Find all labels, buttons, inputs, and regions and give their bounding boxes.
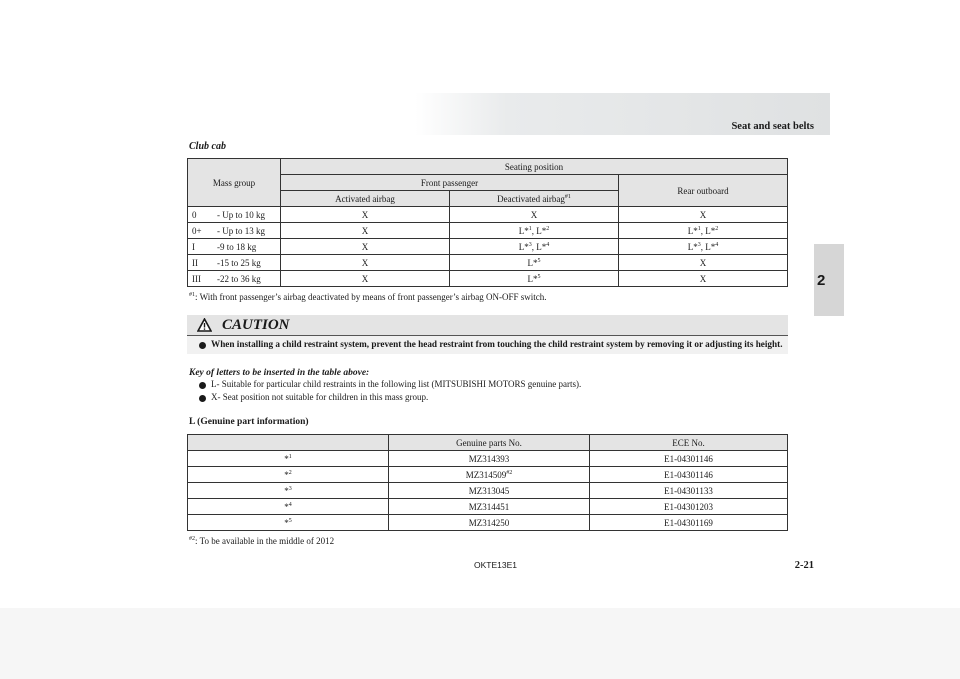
table-row: [188, 255, 788, 271]
ece-number-cell: E1-04301169: [590, 515, 788, 531]
mark-cell: *$^4$: [188, 499, 389, 515]
header-seating-position: Seating position: [281, 159, 788, 175]
ece-number-cell: E1-04301133: [590, 483, 788, 499]
header-activated-airbag: Activated airbag: [281, 191, 450, 207]
table-row: [188, 207, 788, 223]
caution-title: CAUTION: [222, 317, 290, 333]
table-row: [188, 483, 788, 499]
club-cab-label: Club cab: [189, 141, 226, 152]
table-row: [188, 223, 788, 239]
rear-cell: L*$^1$, L*$^2$: [619, 223, 788, 239]
deact-cell: L*$^3$, L*$^4$: [450, 239, 619, 255]
page-number: 2-21: [794, 560, 814, 571]
header-rear-outboard: Rear outboard: [619, 175, 788, 207]
mass-group-cell: II -15 to 25 kg: [188, 255, 281, 271]
section-title: Seat and seat belts: [731, 121, 814, 132]
header-ece-no: ECE No.: [590, 435, 788, 451]
rear-cell: X: [619, 207, 788, 223]
deact-cell: L*$^5$: [450, 271, 619, 287]
ece-number-cell: E1-04301146: [590, 451, 788, 467]
mass-group-cell: III -22 to 36 kg: [188, 271, 281, 287]
chapter-number: 2: [817, 272, 826, 289]
footnote-1: $^{\#1}$: With front passenger’s airbag deactivated by means of front passenger’s airbag ON-OFF switch.: [189, 292, 547, 302]
deact-cell: X: [450, 207, 619, 223]
ece-number-cell: E1-04301146: [590, 467, 788, 483]
genuine-parts-table: [187, 434, 788, 531]
part-number-cell: MZ314509$^{\#2}$: [389, 467, 590, 483]
table-row: [188, 515, 788, 531]
table-row: [188, 451, 788, 467]
footer-band: [0, 608, 960, 679]
act-cell: X: [281, 223, 450, 239]
mark-cell: *$^2$: [188, 467, 389, 483]
header-front-passenger: Front passenger: [281, 175, 619, 191]
table-row: [188, 499, 788, 515]
act-cell: X: [281, 255, 450, 271]
key-bullet-2: [199, 395, 206, 402]
seating-position-table: [187, 158, 788, 287]
warning-triangle-icon: [197, 318, 212, 332]
mark-cell: *$^1$: [188, 451, 389, 467]
act-cell: X: [281, 239, 450, 255]
mass-group-cell: I -9 to 18 kg: [188, 239, 281, 255]
header-deactivated-airbag: Deactivated airbag$^{\#1}$: [450, 191, 619, 207]
mass-group-cell: 0+ - Up to 13 kg: [188, 223, 281, 239]
deact-cell: L*$^5$: [450, 255, 619, 271]
document-code: OKTE13E1: [474, 560, 517, 570]
key-bullet-1: [199, 382, 206, 389]
header-genuine-parts-no: Genuine parts No.: [389, 435, 590, 451]
part-number-cell: MZ314250: [389, 515, 590, 531]
table-row: [188, 271, 788, 287]
rear-cell: X: [619, 271, 788, 287]
caution-bullet: [199, 342, 206, 349]
deact-cell: L*$^1$, L*$^2$: [450, 223, 619, 239]
ece-number-cell: E1-04301203: [590, 499, 788, 515]
table-row: [188, 239, 788, 255]
key-item-x: X- Seat position not suitable for children in this mass group.: [211, 392, 429, 402]
table-row: [188, 467, 788, 483]
part-number-cell: MZ314451: [389, 499, 590, 515]
footnote-2: $^{\#2}$: To be available in the middle of 2012: [189, 536, 335, 546]
part-number-cell: MZ314393: [389, 451, 590, 467]
rear-cell: L*$^3$, L*$^4$: [619, 239, 788, 255]
mark-cell: *$^5$: [188, 515, 389, 531]
act-cell: X: [281, 207, 450, 223]
mass-group-cell: 0 - Up to 10 kg: [188, 207, 281, 223]
genuine-part-title: L (Genuine part information): [189, 417, 309, 427]
caution-text: When installing a child restraint system, prevent the head restraint from touching the child restraint system by removing it or adjusting its height.: [211, 339, 783, 349]
part-number-cell: MZ313045: [389, 483, 590, 499]
rear-cell: X: [619, 255, 788, 271]
act-cell: X: [281, 271, 450, 287]
key-item-l: L- Suitable for particular child restraints in the following list (MITSUBISHI MOTORS genuine parts).: [211, 379, 582, 389]
header-blank: [188, 435, 389, 451]
header-mass-group: Mass group: [188, 159, 281, 207]
key-title: Key of letters to be inserted in the table above:: [189, 368, 370, 378]
mark-cell: *$^3$: [188, 483, 389, 499]
